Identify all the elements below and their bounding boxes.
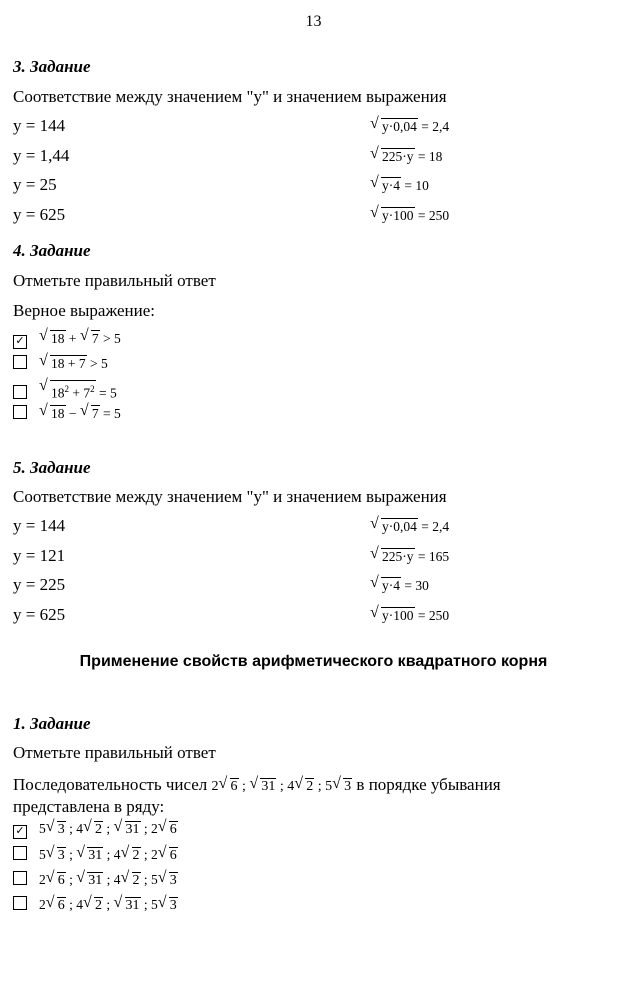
operator: − (65, 406, 80, 421)
sqrt-expression (371, 548, 415, 565)
radicand: 31 (88, 873, 103, 888)
separator: ; (65, 847, 77, 862)
radicand: 2 (95, 898, 103, 913)
task4-instruction: Отметьте правильный ответ (13, 271, 216, 290)
task3-expression (370, 118, 449, 135)
sqrt-expression (371, 118, 418, 135)
separator: ; (314, 779, 326, 794)
radicand: $18^2 + 7^2$ (50, 380, 96, 402)
sqrt-expression (159, 821, 178, 838)
sqrt-expression (115, 821, 141, 838)
task4-checkbox[interactable] (13, 385, 27, 399)
task3-title: 3. Задание (13, 57, 91, 76)
radicand: 6 (57, 873, 65, 888)
radicand: y·4 (382, 578, 400, 593)
sqrt-expression (40, 405, 66, 422)
section-heading: Применение свойств арифметического квадратного корня (79, 653, 548, 670)
task3-instruction: Соответствие между значением "y" и значением выражения (13, 87, 447, 106)
task4-checkbox[interactable] (13, 405, 27, 419)
radicand: 7 (91, 331, 99, 346)
radicand: 2 (132, 848, 140, 863)
task5-y-value: y = 625 (13, 605, 66, 624)
radicand: 3 (169, 898, 177, 913)
task5-y-value: y = 121 (13, 546, 66, 565)
radicand: 31 (125, 898, 140, 913)
task3-y-value: y = 25 (13, 175, 57, 194)
sqrt-expression (371, 177, 401, 194)
radicand: 2 (306, 779, 314, 794)
sqrt-expression (40, 380, 96, 402)
radicand: 6 (169, 822, 177, 837)
separator: ; (140, 897, 152, 912)
sqrt-expression (371, 577, 401, 594)
sqrt-expression (115, 897, 141, 914)
separator: ; (140, 847, 152, 862)
task1-option[interactable] (13, 896, 178, 914)
sqrt-expression (84, 821, 103, 838)
separator: ; (65, 872, 77, 887)
separator: ; (65, 821, 77, 836)
coefficient: 4 (113, 847, 121, 862)
separator: ; (238, 779, 250, 794)
operator: + (65, 331, 80, 346)
sqrt-expression (77, 847, 103, 864)
sqrt-expression (81, 405, 100, 422)
radicand: 225·y (382, 149, 414, 164)
sqrt-expression (47, 847, 66, 864)
task3-expression (370, 148, 442, 165)
task5-title: 5. Задание (13, 458, 91, 477)
coefficient: 2 (39, 872, 46, 887)
task1-prompt-line2: представлена в ряду: (13, 797, 165, 816)
task3-expression (370, 207, 449, 224)
sqrt-expression (371, 518, 418, 535)
coefficient: 2 (151, 821, 158, 836)
radicand: 3 (57, 822, 65, 837)
sqrt-expression (159, 897, 178, 914)
task5-expression (370, 577, 429, 594)
comparison: > 5 (86, 356, 108, 371)
radicand: 6 (57, 898, 65, 913)
task3-result: = 2,4 (417, 119, 450, 134)
sqrt-expression (47, 897, 66, 914)
task5-instruction: Соответствие между значением "y" и значением выражения (13, 487, 447, 506)
sqrt-expression (81, 330, 100, 347)
coefficient: 4 (76, 897, 84, 912)
task3-y-value: y = 625 (13, 205, 66, 224)
sqrt-expression (47, 821, 66, 838)
task5-expression (370, 548, 449, 565)
separator: ; (140, 872, 152, 887)
radicand: 6 (169, 848, 177, 863)
radicand: y·100 (382, 208, 414, 223)
sqrt-expression (40, 355, 87, 372)
separator: ; (103, 872, 114, 887)
task4-prompt: Верное выражение: (13, 301, 156, 320)
task5-y-value: y = 225 (13, 575, 66, 594)
task3-y-value: y = 144 (13, 116, 66, 135)
separator: ; (103, 897, 114, 912)
sqrt-expression (122, 847, 141, 864)
task1-checkbox[interactable] (13, 896, 27, 910)
radicand: 31 (261, 779, 276, 794)
separator: ; (65, 897, 77, 912)
radicand: y·4 (382, 178, 400, 193)
radicand: 18 (51, 331, 65, 346)
separator: ; (276, 779, 288, 794)
radicand: 3 (169, 873, 177, 888)
task3-expression (370, 177, 429, 194)
task4-title: 4. Задание (13, 241, 91, 260)
radicand: 2 (132, 873, 140, 888)
radicand: 31 (125, 822, 140, 837)
task4-option[interactable] (13, 405, 121, 422)
sqrt-expression (371, 207, 415, 224)
task3-y-value: y = 1,44 (13, 146, 70, 165)
radicand: 7 (91, 406, 99, 421)
task4-option[interactable] (13, 330, 121, 349)
coefficient: 5 (325, 779, 333, 794)
task1-checkbox[interactable]: ✓ (13, 825, 27, 839)
sqrt-expression (159, 847, 178, 864)
coefficient: 4 (76, 821, 84, 836)
task3-result: = 18 (414, 149, 443, 164)
task4-option[interactable] (13, 380, 117, 402)
radicand: 3 (57, 848, 65, 863)
coefficient: 5 (151, 872, 158, 887)
coefficient: 2 (151, 847, 158, 862)
task4-option[interactable] (13, 355, 108, 372)
radicand: 18 + 7 (51, 356, 86, 371)
radicand: y·100 (382, 608, 414, 623)
task3-result: = 10 (401, 178, 429, 193)
task5-result: = 2,4 (417, 519, 450, 534)
task5-result: = 30 (401, 578, 429, 593)
separator: ; (103, 847, 114, 862)
sqrt-expression (122, 872, 141, 889)
coefficient: 5 (151, 897, 158, 912)
sqrt-expression (371, 607, 415, 624)
task4-checkbox[interactable]: ✓ (13, 335, 27, 349)
coefficient: 2 (211, 779, 219, 794)
separator: ; (103, 821, 114, 836)
task1-checkbox[interactable] (13, 871, 27, 885)
task3-result: = 250 (414, 208, 450, 223)
task1-option[interactable] (13, 821, 178, 839)
coefficient: 4 (287, 779, 295, 794)
task5-expression (370, 607, 449, 624)
task5-result: = 165 (414, 549, 450, 564)
task1-prompt-after: в порядке убывания (352, 775, 501, 794)
task5-expression (370, 518, 449, 535)
radicand: 31 (88, 848, 103, 863)
task1-sequence (212, 779, 353, 794)
sqrt-expression (250, 778, 276, 795)
sqrt-expression (40, 330, 66, 347)
sqrt-expression (220, 778, 239, 795)
task1-checkbox[interactable] (13, 846, 27, 860)
task1-instruction: Отметьте правильный ответ (13, 743, 216, 762)
comparison: = 5 (99, 406, 121, 421)
coefficient: 4 (113, 872, 121, 887)
task4-checkbox[interactable] (13, 355, 27, 369)
task1-title: 1. Задание (13, 714, 91, 733)
coefficient: 5 (39, 847, 46, 862)
coefficient: 5 (39, 821, 46, 836)
task1-prompt (13, 775, 501, 795)
sqrt-expression (333, 778, 352, 795)
radicand: y·0,04 (382, 119, 417, 134)
task1-option[interactable] (13, 846, 178, 864)
sqrt-expression (295, 778, 314, 795)
comparison: = 5 (95, 385, 117, 401)
sqrt-expression (77, 872, 103, 889)
comparison: > 5 (99, 331, 121, 346)
page-number: 13 (305, 13, 322, 30)
radicand: 2 (95, 822, 103, 837)
task1-option[interactable] (13, 871, 178, 889)
sqrt-expression (47, 872, 66, 889)
radicand: 3 (344, 779, 352, 794)
radicand: 6 (230, 779, 238, 794)
task1-prompt-before: Последовательность чисел (13, 775, 212, 794)
sqrt-expression (159, 872, 178, 889)
radicand: 18 (51, 406, 65, 421)
sqrt-expression (84, 897, 103, 914)
separator: ; (140, 821, 152, 836)
coefficient: 2 (39, 897, 46, 912)
task5-y-value: y = 144 (13, 516, 66, 535)
radicand: y·0,04 (382, 519, 417, 534)
radicand: 225·y (382, 549, 414, 564)
task5-result: = 250 (414, 608, 450, 623)
sqrt-expression (371, 148, 415, 165)
